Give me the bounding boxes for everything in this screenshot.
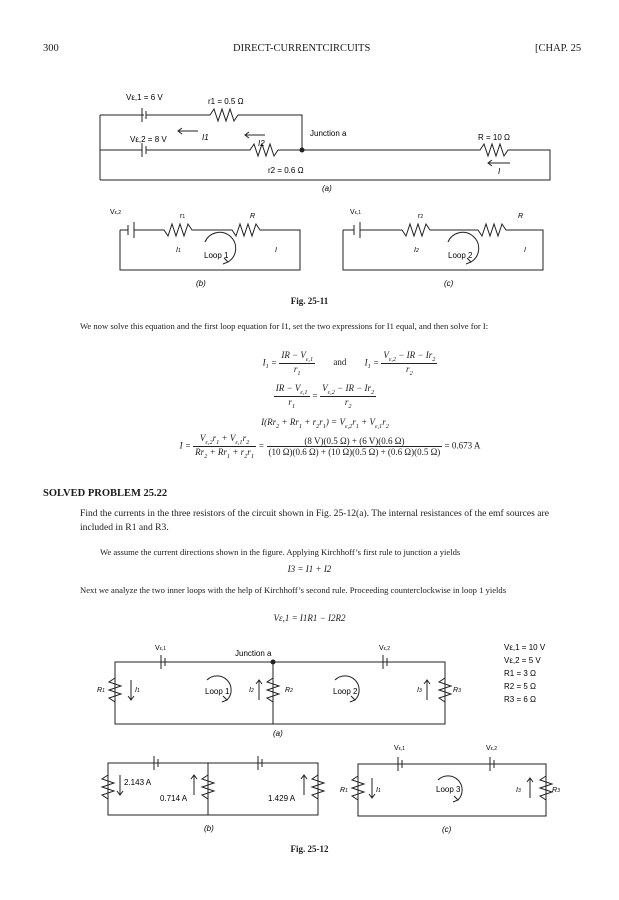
svg-text:r1: r1 bbox=[180, 213, 186, 220]
label-i: I bbox=[498, 167, 501, 176]
label-R: R = 10 Ω bbox=[478, 133, 510, 142]
svg-text:I1: I1 bbox=[135, 687, 140, 694]
svg-text:I1: I1 bbox=[176, 247, 181, 254]
subfig-c: (c) bbox=[444, 279, 454, 288]
loop2-label-12: Loop 2 bbox=[333, 687, 358, 696]
chapter-label: [CHAP. 25 bbox=[535, 43, 582, 54]
fig-25-12-a-circuit bbox=[95, 638, 465, 738]
svg-text:Vε,1: Vε,1 bbox=[394, 745, 406, 752]
problem-statement: Find the currents in the three resistors of the circuit shown in Fig. 25-12(a). The internal resistances of the emf sources are included in R1 and R3. bbox=[80, 508, 549, 533]
svg-text:R3 = 6 Ω: R3 = 6 Ω bbox=[504, 695, 536, 704]
subfig-c-12: (c) bbox=[442, 825, 452, 834]
svg-text:I: I bbox=[275, 247, 277, 254]
label-r2: r2 = 0.6 Ω bbox=[268, 166, 304, 175]
fig-25-12-caption: Fig. 25-12 bbox=[290, 844, 329, 854]
next-text: Next we analyze the two inner loops with the help of Kirchhoff’s second rule. Proceeding counterclockwise in loop 1 yields bbox=[80, 585, 507, 595]
svg-text:R3: R3 bbox=[552, 787, 560, 794]
svg-text:I3: I3 bbox=[417, 687, 422, 694]
label-i1: I1 bbox=[202, 133, 209, 142]
svg-text:R2: R2 bbox=[285, 687, 293, 694]
svg-text:R: R bbox=[518, 213, 524, 220]
eq-combined: $I(Rr_2 + Rr_1 + r_2r_1) = V_{\varepsilon,2}r_1 + V_{\varepsilon,1}r_2$ bbox=[261, 417, 389, 430]
subfig-b: (b) bbox=[196, 279, 206, 288]
eq-junction: I3 = I1 + I2 bbox=[287, 564, 332, 574]
loop2-label: Loop 2 bbox=[448, 251, 473, 260]
solve-paragraph: We now solve this equation and the first loop equation for I1, set the two expressions for I1 equal, and then solve for I: bbox=[80, 321, 489, 331]
loop1-label: Loop 1 bbox=[204, 251, 229, 260]
current-2143: 2.143 A bbox=[124, 778, 152, 787]
eq-result: I = $\frac{V_{\varepsilon,2}r_1 + V_{\varepsilon,1}r_2}{Rr_2 + Rr_1 + r_2r_1}$ = $\frac{(8 V)(0.5 \Omega) + (6 V)(0.6 \Omega)}{(10 \Omega)(0.6 \Omega) + (10 \Omega)(0.5 \Omega) + (0.6 \Omega)(0.5 \Omega)}$ = 0.673 A bbox=[179, 433, 481, 460]
problem-title: SOLVED PROBLEM 25.22 bbox=[43, 488, 168, 499]
fig-25-11-caption: Fig. 25-11 bbox=[290, 296, 329, 306]
svg-text:R: R bbox=[250, 213, 256, 220]
current-0714: 0.714 A bbox=[160, 794, 188, 803]
loop1-label-12: Loop 1 bbox=[205, 687, 230, 696]
eq-i1-two-forms: $I_1$ = $\frac{IR - V_{\varepsilon,1}}{r_1}$ and $I_1$ = $\frac{V_{\varepsilon,2} - IR - Ir_2}{r_2}$ bbox=[262, 350, 436, 377]
svg-text:R1: R1 bbox=[97, 687, 105, 694]
svg-text:R1 = 3 Ω: R1 = 3 Ω bbox=[504, 669, 536, 678]
current-1429: 1.429 A bbox=[268, 794, 296, 803]
eq-equal: $\frac{IR - V_{\varepsilon,1}}{r_1}$ = $\frac{V_{\varepsilon,2} - IR - Ir_2}{r_2}$ bbox=[275, 383, 375, 410]
subfig-a: (a) bbox=[322, 184, 332, 193]
svg-text:Vε,1 = 10 V: Vε,1 = 10 V bbox=[504, 643, 546, 652]
svg-text:I1: I1 bbox=[376, 787, 381, 794]
assume-text: We assume the current directions shown in the figure. Applying Kirchhoff’s first rule to junction a yields bbox=[100, 547, 461, 557]
junction-label: Junction a bbox=[310, 129, 347, 138]
svg-text:I2: I2 bbox=[249, 687, 254, 694]
subfig-a-12: (a) bbox=[273, 729, 283, 738]
svg-text:Vε,2: Vε,2 bbox=[486, 745, 498, 752]
label-i2: I2 bbox=[258, 139, 265, 148]
fig-25-11-c-circuit bbox=[338, 200, 548, 290]
svg-text:Vε,2: Vε,2 bbox=[379, 645, 391, 652]
svg-text:R2 = 5 Ω: R2 = 5 Ω bbox=[504, 682, 536, 691]
fig-25-12-b-circuit bbox=[98, 745, 328, 835]
fig-25-12-values bbox=[500, 638, 590, 713]
svg-text:R3: R3 bbox=[453, 687, 461, 694]
eq-loop1: Vε,1 = I1R1 − I2R2 bbox=[273, 613, 346, 623]
svg-text:I2: I2 bbox=[414, 247, 419, 254]
svg-text:R1: R1 bbox=[340, 787, 348, 794]
page-number: 300 bbox=[43, 43, 59, 54]
junction-a-label: Junction a bbox=[235, 649, 272, 658]
label-v2: Vε,2 = 8 V bbox=[130, 135, 167, 144]
svg-text:Vε,2 = 5 V: Vε,2 = 5 V bbox=[504, 656, 541, 665]
label-v1: Vε,1 = 6 V bbox=[126, 93, 163, 102]
fig-25-12-c-circuit bbox=[340, 740, 565, 835]
svg-text:Vε,1: Vε,1 bbox=[155, 645, 167, 652]
label-r1: r1 = 0.5 Ω bbox=[208, 97, 244, 106]
fig-25-11-b-circuit bbox=[110, 200, 310, 290]
fig-25-11-a-circuit bbox=[60, 88, 560, 193]
svg-text:Vε,1: Vε,1 bbox=[350, 209, 362, 216]
label-v: Vε,2 bbox=[110, 209, 122, 216]
subfig-b-12: (b) bbox=[204, 824, 214, 833]
svg-text:I3: I3 bbox=[516, 787, 521, 794]
svg-text:r2: r2 bbox=[418, 213, 424, 220]
loop3-label: Loop 3 bbox=[436, 785, 461, 794]
svg-text:I: I bbox=[524, 247, 526, 254]
running-title: DIRECT-CURRENTCIRCUITS bbox=[233, 43, 371, 54]
